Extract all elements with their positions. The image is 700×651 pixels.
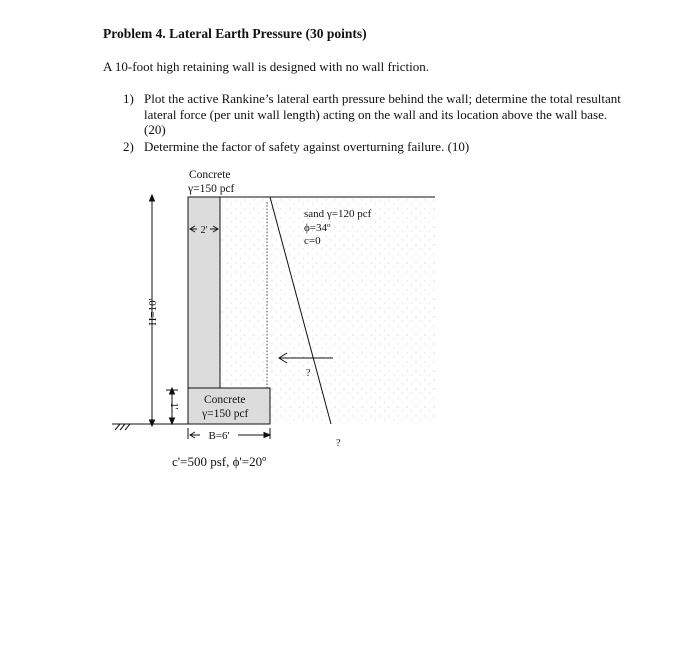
foundation-soil-label: c'=500 psf, ϕ'=20º (172, 454, 267, 469)
wall-material-label: Concrete (189, 169, 231, 181)
question-1-text: Plot the active Rankine’s lateral earth pressure behind the wall; determine the total resultant lateral force (per unit wall length) acting on the wall and its location above the wall base. (20) (144, 91, 621, 137)
question-2-number: 2) (123, 139, 134, 154)
soil-name-label: sand γ=120 pcf (304, 208, 372, 220)
height-label: H=10' (147, 298, 159, 326)
force-unknown-label: ? (306, 368, 311, 379)
wall-unit-weight-label: γ=150 pcf (188, 183, 235, 195)
problem-intro: A 10-foot high retaining wall is designed with no wall friction. (103, 59, 430, 74)
footing-material-label: Concrete (204, 394, 246, 406)
ground-hatch (115, 424, 130, 430)
base-width-label: B=6' (208, 430, 230, 442)
soil-c-label: c=0 (304, 235, 321, 247)
base-unknown-label: ? (336, 438, 341, 449)
footing-unit-weight-label: γ=150 pcf (202, 408, 249, 420)
wall-thickness-label: 2' (200, 225, 208, 236)
soil-phi-label: ϕ=34º (304, 222, 331, 234)
question-2-text: Determine the factor of safety against overturning failure. (10) (144, 139, 470, 154)
footing-thickness-label: 1' (168, 402, 179, 410)
question-1-number: 1) (123, 91, 134, 106)
problem-title: Problem 4. Lateral Earth Pressure (30 points) (103, 26, 367, 41)
